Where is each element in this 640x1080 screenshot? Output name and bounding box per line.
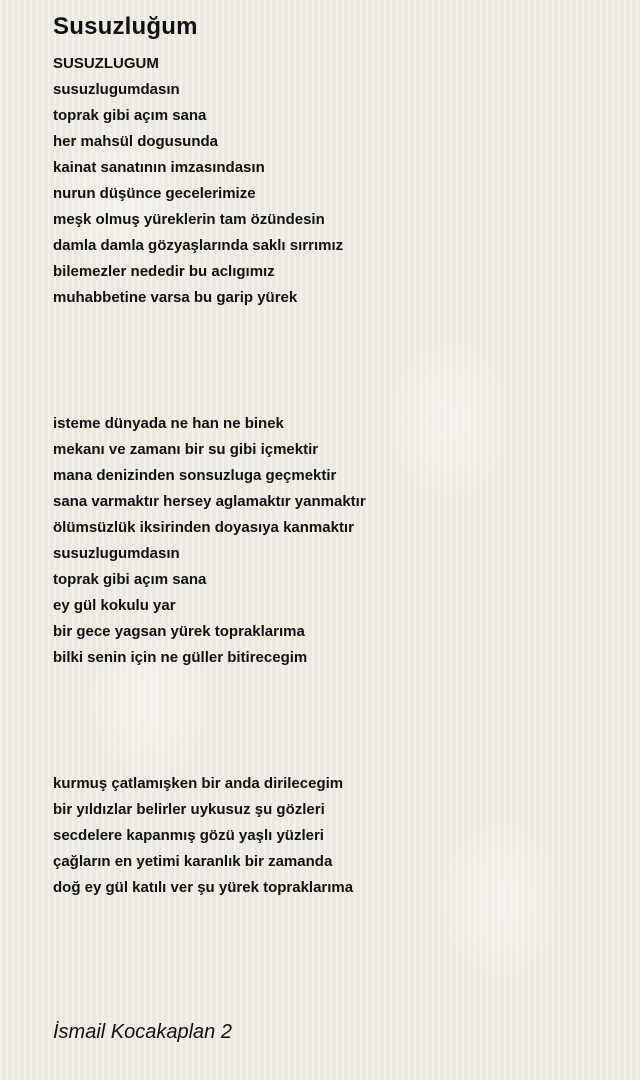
- poem-line: muhabbetine varsa bu garip yürek: [53, 289, 298, 306]
- poem-line: mekanı ve zamanı bir su gibi içmektir: [53, 441, 319, 458]
- poem-line: secdelere kapanmış gözü yaşlı yüzleri: [53, 827, 324, 844]
- poem-line: meşk olmuş yüreklerin tam özündesin: [53, 211, 325, 228]
- poem-line: bilki senin için ne güller bitirecegim: [53, 649, 308, 666]
- poem-title: Susuzluğum: [53, 13, 198, 40]
- poem-author: İsmail Kocakaplan 2: [53, 1021, 232, 1043]
- poem-line: toprak gibi açım sana: [53, 107, 207, 124]
- poem-line: sana varmaktır hersey aglamaktır yanmaktır: [53, 493, 366, 510]
- poem-line: mana denizinden sonsuzluga geçmektir: [53, 467, 337, 484]
- stanza-2: [53, 411, 366, 671]
- poem-line: kurmuş çatlamışken bir anda dirilecegim: [53, 775, 344, 792]
- stanza-3: [53, 771, 353, 901]
- poem-line: toprak gibi açım sana: [53, 571, 207, 588]
- stanza-1: [53, 51, 343, 311]
- poem-line: bir yıldızlar belirler uykusuz şu gözleri: [53, 801, 325, 818]
- poem-line: bilemezler nededir bu aclıgımız: [53, 263, 275, 280]
- poem-line: isteme dünyada ne han ne binek: [53, 415, 284, 432]
- poem-line: doğ ey gül katılı ver şu yürek topraklarıma: [53, 879, 354, 896]
- poem-line: damla damla gözyaşlarında saklı sırrımız: [53, 237, 344, 254]
- poem-line: her mahsül dogusunda: [53, 133, 219, 150]
- poem-line: susuzlugumdasın: [53, 545, 180, 562]
- poem-line: bir gece yagsan yürek topraklarıma: [53, 623, 305, 640]
- poem-line: susuzlugumdasın: [53, 81, 180, 98]
- poem-line: kainat sanatının imzasındasın: [53, 159, 265, 176]
- poem-line: ölümsüzlük iksirinden doyasıya kanmaktır: [53, 519, 354, 536]
- poem-line: nurun düşünce gecelerimize: [53, 185, 256, 202]
- poem-line: çağların en yetimi karanlık bir zamanda: [53, 853, 333, 870]
- poem-line: SUSUZLUGUM: [53, 55, 159, 72]
- poem-line: ey gül kokulu yar: [53, 597, 176, 614]
